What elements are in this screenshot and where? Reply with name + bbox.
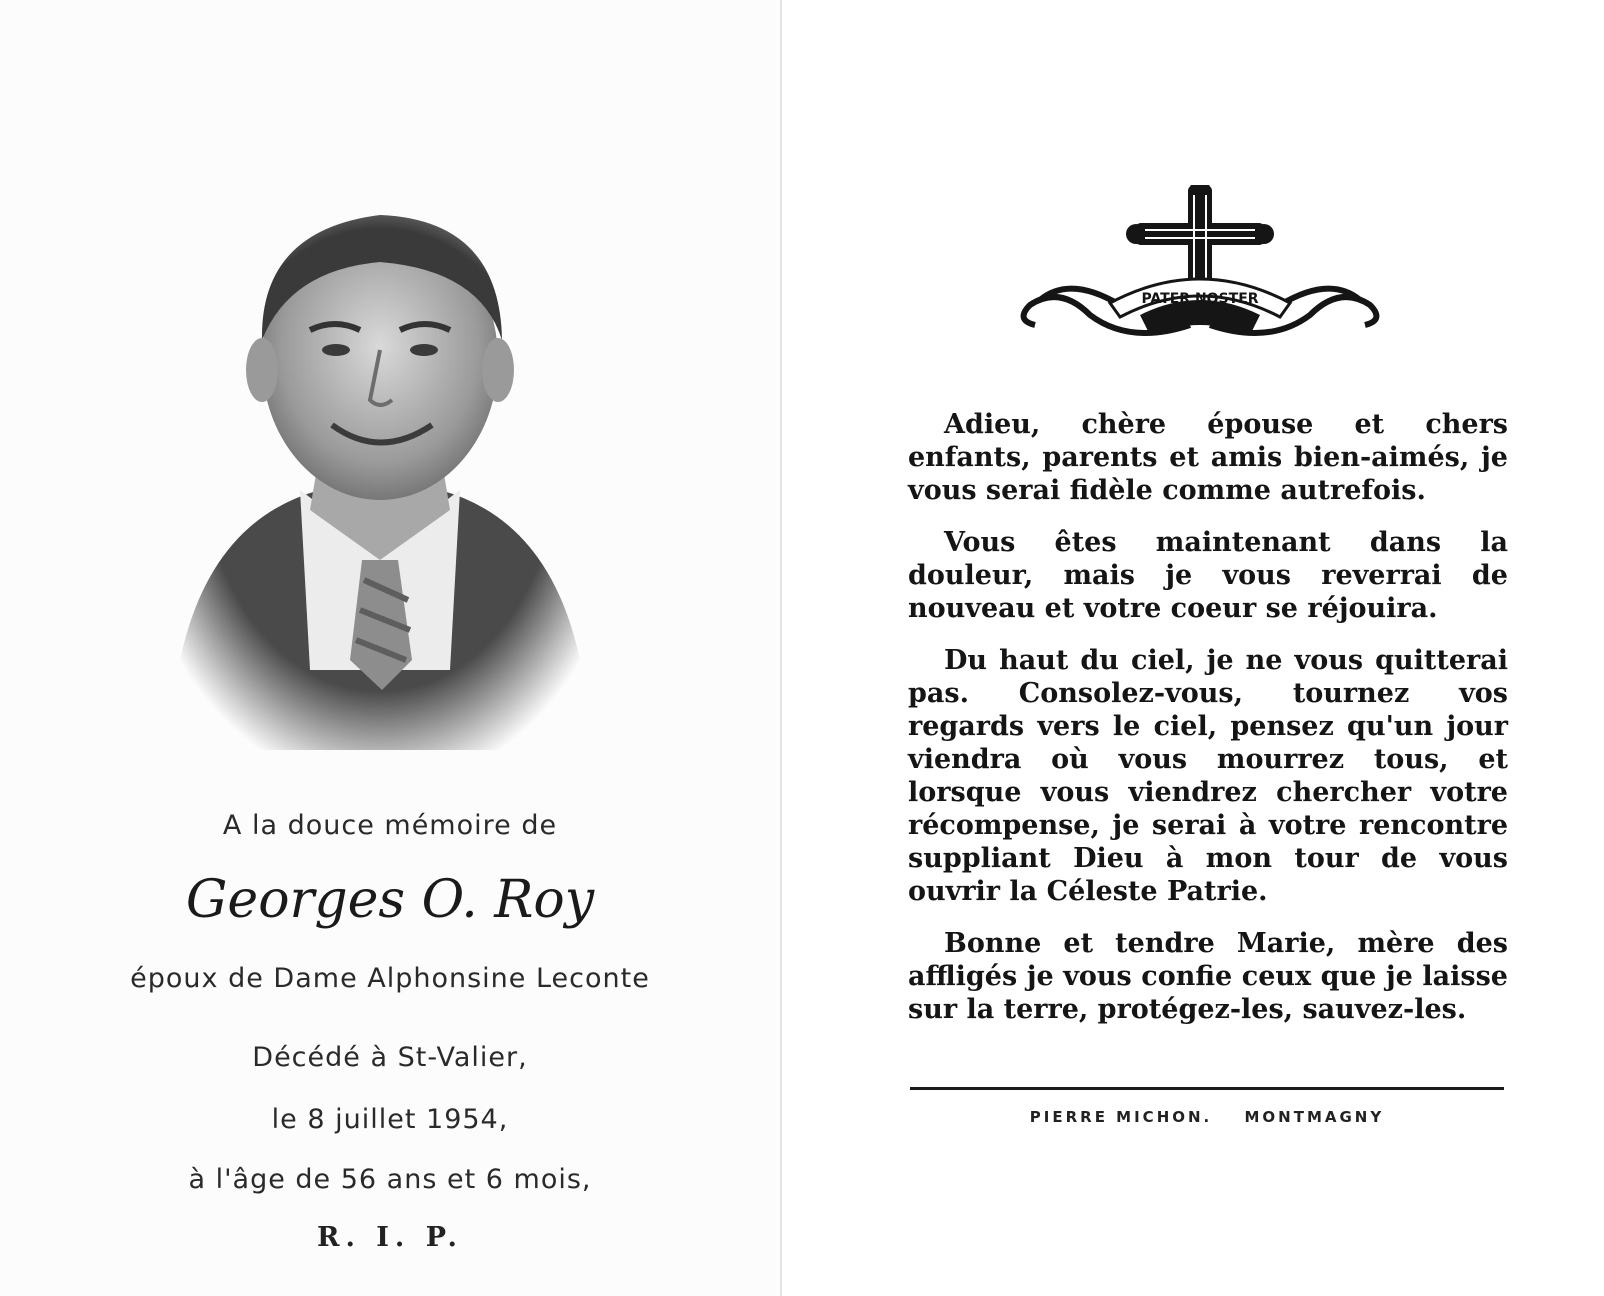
poem-paragraph-3: Du haut du ciel, je ne vous quitterai pas. Consolez-vous, tournez vos regards vers le ciel, pensez qu'un jour viendra où vous mourrez tous, et lorsque vous viendrez chercher votre récompense, je serai à votre rencontre suppliant Dieu à mon tour de vous ouvrir la Céleste Patrie.: [908, 645, 1508, 907]
printer-name: PIERRE MICHON.: [1029, 1108, 1213, 1126]
memorial-card-front: [0, 0, 782, 1296]
death-date: le 8 juillet 1954,: [271, 1104, 509, 1135]
portrait-photo: [150, 190, 610, 790]
emblem-ribbon-text: PATER NOSTER: [1141, 291, 1259, 307]
in-memory-heading: A la douce mémoire de: [222, 810, 558, 841]
poem-paragraph-1: Adieu, chère épouse et chers enfants, parents et amis bien-aimés, je vous serai fidèle comme autrefois.: [908, 409, 1508, 506]
cross-emblem: [1010, 185, 1390, 355]
printer-city: MONTMAGNY: [1244, 1108, 1385, 1126]
spouse-line: époux de Dame Alphonsine Leconte: [130, 963, 650, 994]
poem-paragraph-2: Vous êtes maintenant dans la douleur, mais je vous reverrai de nouveau et votre coeur se réjouira.: [908, 527, 1508, 624]
age-at-death: à l'âge de 56 ans et 6 mois,: [188, 1164, 592, 1195]
death-place: Décédé à St-Valier,: [252, 1042, 528, 1073]
poem-paragraph-4: Bonne et tendre Marie, mère des affligés je vous confie ceux que je laisse sur la terre, protégez-les, sauvez-les.: [908, 928, 1508, 1025]
divider-rule: [910, 1087, 1504, 1090]
printer-credit: [910, 1108, 1504, 1126]
deceased-name: Georges O. Roy: [185, 870, 595, 930]
rip-text: R. I. P.: [317, 1222, 463, 1253]
